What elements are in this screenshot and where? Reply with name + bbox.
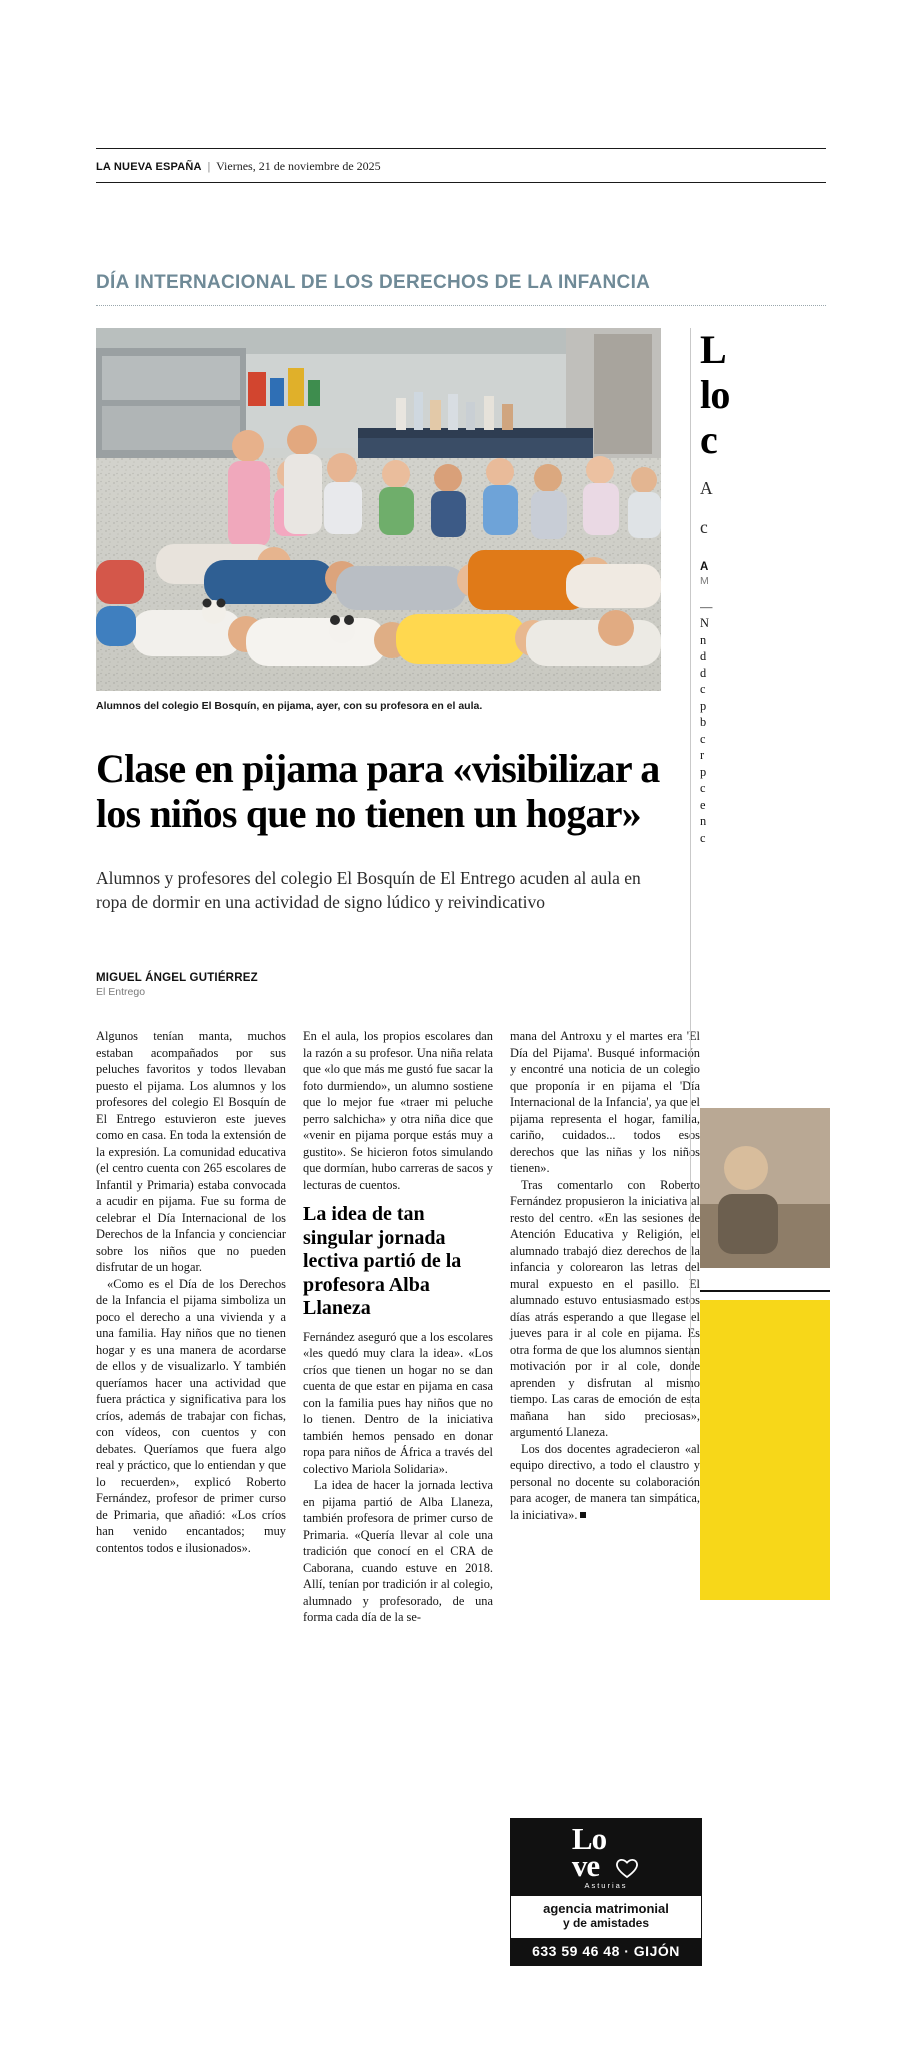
- paragraph: «Como es el Día de los Derechos de la Infancia el pijama simboliza un poco el derecho a una vivienda y a una familia. Hay niños que no tienen hogar y es una manera de acordarse de ellos y de visualizarlo. Y también queríamos hacer una actividad que fuera práctica y significativa para los críos, además de trabajar con fichas, con vídeos, con cuentos y con debates. Queríamos que fuera algo real y práctico, que lo entiendan y que lo recuerden», explicó Roberto Fernández, profesor de primer curso de Primaria, que añadió: «Los críos han venido encantados; muy contentos todos e ilusionados».: [96, 1276, 286, 1555]
- paragraph: Fernández aseguró que a los escolares «les quedó muy clara la idea». «Los críos que tienen un hogar no se dan cuenta de que estar en pijama en casa con la familia pues hay niños que no lo tienen. Dentro de la iniciativa también hemos pensado en donar ropa para niños de África a través del colectivo Mariola Solidaria».: [303, 1329, 493, 1476]
- masthead-date: Viernes, 21 de noviembre de 2025: [216, 159, 381, 173]
- line: e: [700, 797, 706, 812]
- secondary-standfirst-line-2: c: [700, 516, 708, 537]
- ad-brand-sub: Asturias: [584, 1881, 628, 1891]
- article-standfirst: Alumnos y profesores del colegio El Bosquín de El Entrego acuden al aula en ropa de dormir en una actividad de signo lúdico y reivindicativo: [96, 868, 641, 913]
- secondary-body: [700, 599, 830, 847]
- body-column-3: [510, 1028, 700, 1523]
- line: N: [700, 616, 709, 631]
- heart-icon: [614, 1854, 640, 1880]
- ad-phone[interactable]: 633 59 46 48 · GIJÓN: [511, 1938, 701, 1965]
- photo-caption: Alumnos del colegio El Bosquín, en pijama, ayer, con su profesora en el aula.: [96, 700, 483, 712]
- paragraph: Tras comentarlo con Roberto Fernández propusieron la iniciativa al resto del centro. «En las sesiones de Atención Educativa y Religión, el alumnado trabajó diez derechos de la infancia y colorearon las letras del mural expuesto en el pasillo. El alumnado estuvo entusiasmado estos días atrás esperando a que llegase el jueves para ir al cole en pijama. Es otra forma de que los alumnos sientan motivación por ir al cole, donde aprenden y disfrutan al mismo tiempo. Las caras de emoción de esta mañana han sido preciosas», argumentó Llaneza.: [510, 1177, 700, 1439]
- paragraph-text: Los dos docentes agradecieron «al equipo directivo, a todo el claustro y personal no docente su colaboración para acoger, de manera tan simpática, la iniciativa».: [510, 1441, 700, 1522]
- paragraph: [510, 1441, 700, 1524]
- paragraph: La idea de hacer la jornada lectiva en pijama partió de Alba Llaneza, también profesora de primer curso de Primaria. «Quería llevar al cole una tradición que conocí en el CRA de Caborana, cuando estuve en 2018. Allí, tenían por tradición ir al colegio, alumnado y profesorado, de una forma cada día de la se-: [303, 1478, 493, 1625]
- pull-heading: La idea de tan singular jornada lectiva partió de la profesora Alba Llaneza: [303, 1203, 462, 1320]
- end-mark: [580, 1512, 586, 1518]
- secondary-ad-strip: [700, 1300, 830, 1600]
- secondary-standfirst-line-1: A: [700, 478, 713, 499]
- line: p: [700, 698, 707, 713]
- secondary-ad-divider: [700, 1290, 830, 1292]
- ad-tagline: [511, 1896, 701, 1933]
- ad-tagline-line-1: agencia matrimonial: [543, 1901, 669, 1917]
- secondary-photo: [700, 1108, 830, 1268]
- line: c: [700, 682, 706, 697]
- masthead: [96, 148, 826, 174]
- line: c: [700, 830, 706, 845]
- article-headline: Clase en pijama para «visibilizar a los niños que no tienen un hogar»: [96, 745, 660, 836]
- line: c: [700, 731, 706, 746]
- byline: [96, 972, 286, 998]
- line: d: [700, 665, 707, 680]
- line: c: [700, 781, 706, 796]
- line: —: [700, 599, 713, 614]
- paragraph: mana del Antroxu y el martes era 'El Día del Pijama'. Busqué información y encontré una noticia de un colegio que proponía ir en pijama el 'Día Internacional de la Infancia', ya que el pijama representa el hogar, familia, cariño, cuidados... todos esos derechos que las niñas y los niños tienen».: [510, 1029, 700, 1175]
- line: n: [700, 814, 707, 829]
- body-column-2: [303, 1028, 493, 1626]
- secondary-byline-place: M: [700, 574, 709, 587]
- line: p: [700, 764, 707, 779]
- body-column-1: [96, 1028, 286, 1556]
- section-kicker: DÍA INTERNACIONAL DE LOS DERECHOS DE LA INFANCIA: [96, 272, 651, 293]
- masthead-separator: |: [207, 159, 211, 173]
- line: n: [700, 632, 707, 647]
- paragraph: En el aula, los propios escolares dan la razón a su profesor. Una niña relata que «lo que más me gustó fue sacar la foto durmiendo», un alumno sostiene que lo mejor fue «traer mi peluche perro salchicha» y otra niña dice que «venir en pijama porque estás muy a gustito». Se hicieron fotos simulando que dormían, hubo carreras de sacos y lecturas de cuentos.: [303, 1029, 493, 1192]
- secondary-headline-line-2: lo: [700, 371, 730, 417]
- kicker-divider: [96, 305, 826, 306]
- line: d: [700, 649, 707, 664]
- byline-place: El Entrego: [96, 986, 146, 998]
- ad-logo: [571, 1821, 607, 1884]
- ad-logo-line-2: ve: [571, 1848, 600, 1884]
- byline-author: MIGUEL ÁNGEL GUTIÉRREZ: [96, 972, 258, 984]
- main-photo: [96, 328, 661, 691]
- advertisement[interactable]: [510, 1818, 702, 1966]
- ad-logo-block: [511, 1819, 701, 1896]
- secondary-headline-line-1: L: [700, 328, 726, 372]
- newspaper-brand: LA NUEVA ESPAÑA: [96, 161, 202, 173]
- masthead-divider: [96, 182, 826, 183]
- ad-logo-line-1: Lo: [571, 1821, 607, 1856]
- paragraph: Algunos tenían manta, muchos estaban acompañados por sus peluches favoritos y todos llevaban puesto el pijama. Los alumnos y los profesores del colegio El Bosquín de El Entrego estuvieron este jueves como en casa. En toda la extensión de la expresión. La comunidad educativa (el centro cuenta con 265 escolares de Infantil y Primaria) estaba convocada a acudir en pijama. Fue su forma de celebrar el Día Internacional de los Derechos de la Infancia y concienciar sobre los niños que no pueden disfrutar de un hogar.: [96, 1029, 286, 1274]
- line: r: [700, 748, 705, 763]
- secondary-headline-line-3: c: [700, 416, 717, 462]
- line: b: [700, 715, 707, 730]
- ad-tagline-line-2: y de amistades: [562, 1916, 650, 1931]
- secondary-byline-author: A: [700, 560, 709, 573]
